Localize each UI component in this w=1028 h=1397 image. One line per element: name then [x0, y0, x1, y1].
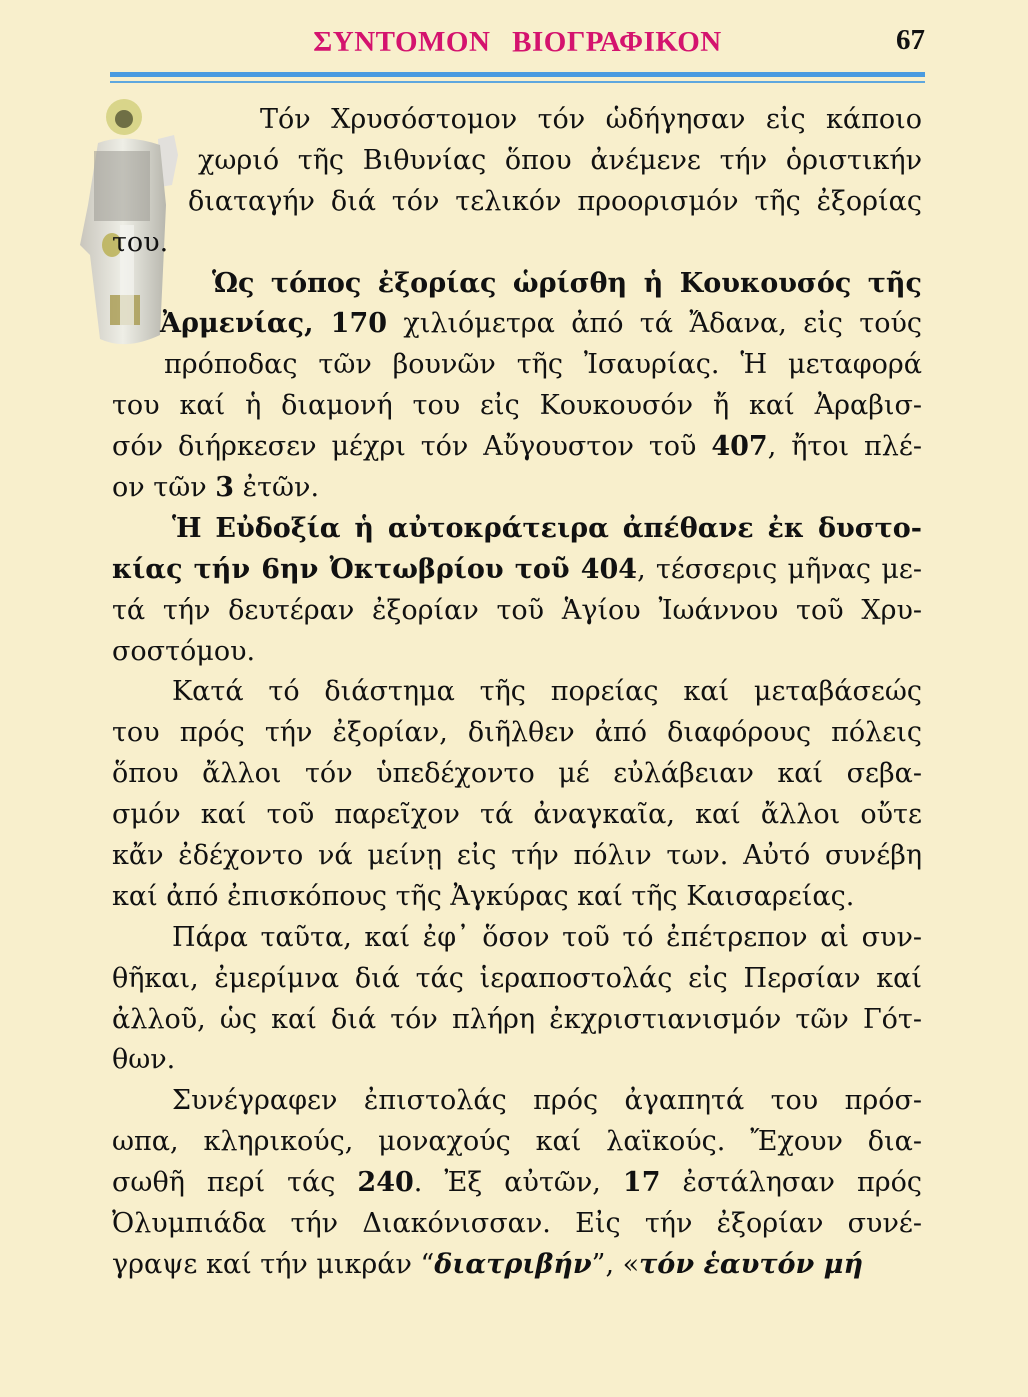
header-rule-thick [110, 72, 925, 77]
body-text [112, 100, 922, 1286]
text-run: θων. [112, 1044, 176, 1076]
text-line [112, 223, 922, 264]
text-line [112, 141, 922, 182]
text-line [112, 509, 922, 550]
bold-text-run: 3 [215, 472, 234, 504]
paragraph [112, 264, 922, 509]
text-run: τά τήν δευτέραν ἐξορίαν τοῦ Ἁγίου Ἰωάννου τοῦ Χρυ- [112, 594, 922, 626]
text-line [112, 100, 922, 141]
text-run: σοστόμου. [112, 635, 256, 667]
bold-text-run: κίας τήν 6ην Ὀκτωβρίου τοῦ 404 [112, 553, 638, 585]
text-line [112, 877, 922, 918]
text-line [112, 345, 922, 386]
bold-text-run: 407 [711, 431, 768, 463]
text-run: ἐτῶν. [234, 472, 320, 504]
text-line [112, 672, 922, 713]
text-line [112, 1122, 922, 1163]
paragraph [112, 918, 922, 1082]
text-run: Πάρα ταῦτα, καί ἐφ᾽ ὅσον τοῦ τό ἐπέτρεπον αἱ συν- [172, 921, 922, 953]
text-line [112, 182, 922, 223]
paragraph [112, 1081, 922, 1285]
text-run: καί ἀπό ἐπισκόπους τῆς Ἀγκύρας καί τῆς Καισαρείας. [112, 880, 855, 912]
text-line [112, 427, 922, 468]
text-line [112, 1245, 922, 1286]
paragraph [112, 100, 922, 264]
text-run: Κατά τό διάστημα τῆς πορείας καί μεταβάσεώς [172, 676, 922, 708]
text-run: θῆκαι, ἐμερίμνα διά τάς ἱεραποστολάς εἰς Περσίαν καί [112, 962, 922, 994]
text-line [112, 1081, 922, 1122]
text-run: σόν διήρκεσεν μέχρι τόν Αὔγουστον τοῦ [112, 431, 712, 463]
text-run: σωθῆ περί τάς [112, 1167, 358, 1199]
text-line [112, 550, 922, 591]
text-run: Τόν Χρυσόστομον τόν ὡδήγησαν εἰς κάποιο [260, 104, 922, 135]
text-line [112, 959, 922, 1000]
text-run: γραψε καί τήν μικράν “ [112, 1248, 435, 1280]
text-run: , ἤτοι πλέ- [767, 431, 922, 463]
text-line [112, 1204, 922, 1245]
text-run: χωριό τῆς Βιθυνίας ὅπου ἀνέμενε τήν ὁριστικήν [198, 144, 922, 176]
text-line [112, 264, 922, 305]
text-line [112, 386, 922, 427]
text-line [112, 795, 922, 836]
text-run: διαταγήν διά τόν τελικόν προορισμόν τῆς ἐξορίας [188, 185, 922, 217]
text-run: πρόποδας τῶν βουνῶν τῆς Ἰσαυρίας. Ἡ μεταφορά [164, 349, 922, 381]
bold-text-run: 17 [622, 1167, 661, 1199]
bold-text-run: Ὡς τόπος ἐξορίας ὡρίσθη ἡ Κουκουσός τῆς [212, 267, 922, 299]
text-run: του. [112, 226, 169, 258]
text-run: ὅπου ἄλλοι τόν ὑπεδέχοντο μέ εὐλάβειαν καί σεβα- [112, 758, 922, 790]
text-line [112, 1040, 922, 1081]
bold-text-run: 240 [357, 1167, 414, 1199]
paragraph [112, 672, 922, 917]
text-run: ωπα, κληρικούς, μοναχούς καί λαϊκούς. Ἔχουν δια- [112, 1126, 922, 1158]
text-run: ”, « [591, 1248, 640, 1280]
text-line [112, 836, 922, 877]
running-title: ΣΥΝΤΟΜΟΝ ΒΙΟΓΡΑΦΙΚΟΝ [313, 26, 722, 58]
page-number: 67 [896, 24, 925, 56]
text-run: Ὀλυμπιάδα τήν Διακόνισσαν. Εἰς τήν ἐξορίαν συνέ- [112, 1208, 922, 1240]
text-line [112, 468, 922, 509]
text-run: του πρός τήν ἐξορίαν, διῆλθεν ἀπό διαφόρους πόλεις [112, 717, 922, 749]
text-run: Συνέγραφεν ἐπιστολάς πρός ἀγαπητά του πρόσ- [172, 1085, 922, 1117]
text-line [112, 918, 922, 959]
text-run: κἄν ἐδέχοντο νά μείνῃ εἰς τήν πόλιν των. Αὐτό συνέβη [112, 840, 922, 872]
page-header [110, 22, 925, 68]
text-line [112, 754, 922, 795]
bold-text-run: Ἀρμενίας, 170 [160, 308, 388, 340]
text-line [112, 591, 922, 632]
text-run: χιλιόμετρα ἀπό τά Ἄδανα, εἰς τούς [387, 308, 922, 340]
text-line [112, 1000, 922, 1041]
text-run: ἀλλοῦ, ὡς καί διά τόν πλήρη ἐκχριστιανισμόν τῶν Γότ- [112, 1003, 922, 1035]
bold-italic-text-run: διατριβήν [434, 1248, 592, 1280]
header-rule-thin [110, 81, 925, 83]
text-line [112, 304, 922, 345]
text-line [112, 713, 922, 754]
text-run: του καί ἡ διαμονή του εἰς Κουκουσόν ἤ καί Ἀραβισ- [112, 390, 922, 422]
text-run: ἐστάλησαν πρός [660, 1167, 922, 1199]
text-run: ον τῶν [112, 472, 216, 504]
bold-text-run: Ἡ Εὐδοξία ἡ αὐτοκράτειρα ἀπέθανε ἐκ δυστο- [172, 512, 922, 544]
text-line [112, 632, 922, 673]
text-run: , τέσσερις μῆνας με- [637, 553, 922, 585]
text-run: σμόν καί τοῦ παρεῖχον τά ἀναγκαῖα, καί ἄλλοι οὔτε [112, 799, 922, 831]
paragraph [112, 509, 922, 673]
bold-italic-text-run: τόν ἑαυτόν μή [639, 1248, 864, 1280]
text-line [112, 1163, 922, 1204]
text-run: . Ἐξ αὐτῶν, [413, 1167, 623, 1199]
